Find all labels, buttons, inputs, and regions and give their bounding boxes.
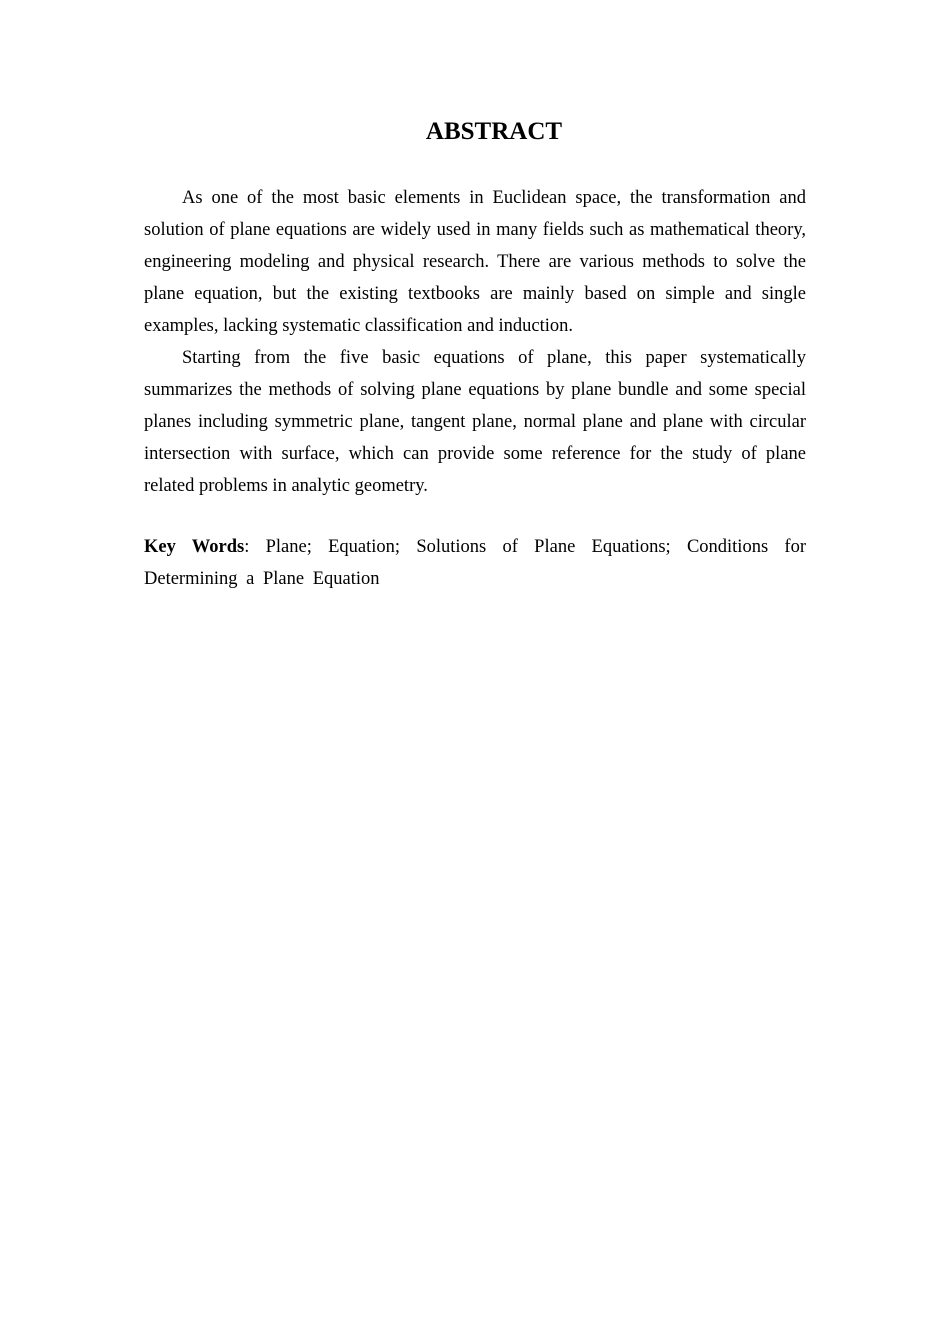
keywords-label: Key Words	[144, 537, 245, 557]
abstract-paragraph-2: Starting from the five basic equations of plane, this paper systematically summarizes the methods of solving plane equations by plane bundle and some special planes including symmetric plane, tangent plane, normal plane and plane with circular intersection with surface, which can provide some reference for the study of plane related problems in analytic geometry.	[144, 348, 806, 496]
abstract-body	[144, 182, 806, 502]
keywords-separator: :	[244, 537, 250, 557]
abstract-paragraph-1: As one of the most basic elements in Euclidean space, the transformation and solution of plane equations are widely used in many fields such as mathematical theory, engineering modeling and physical research. There are various methods to solve the plane equation, but the existing textbooks are mainly based on simple and single examples, lacking systematic classification and induction.	[144, 188, 806, 336]
keywords-line	[144, 531, 806, 595]
page-title: ABSTRACT	[425, 118, 563, 145]
keywords-text: Plane; Equation; Solutions of Plane Equations; Conditions for Determining a Plane Equation	[144, 537, 806, 589]
